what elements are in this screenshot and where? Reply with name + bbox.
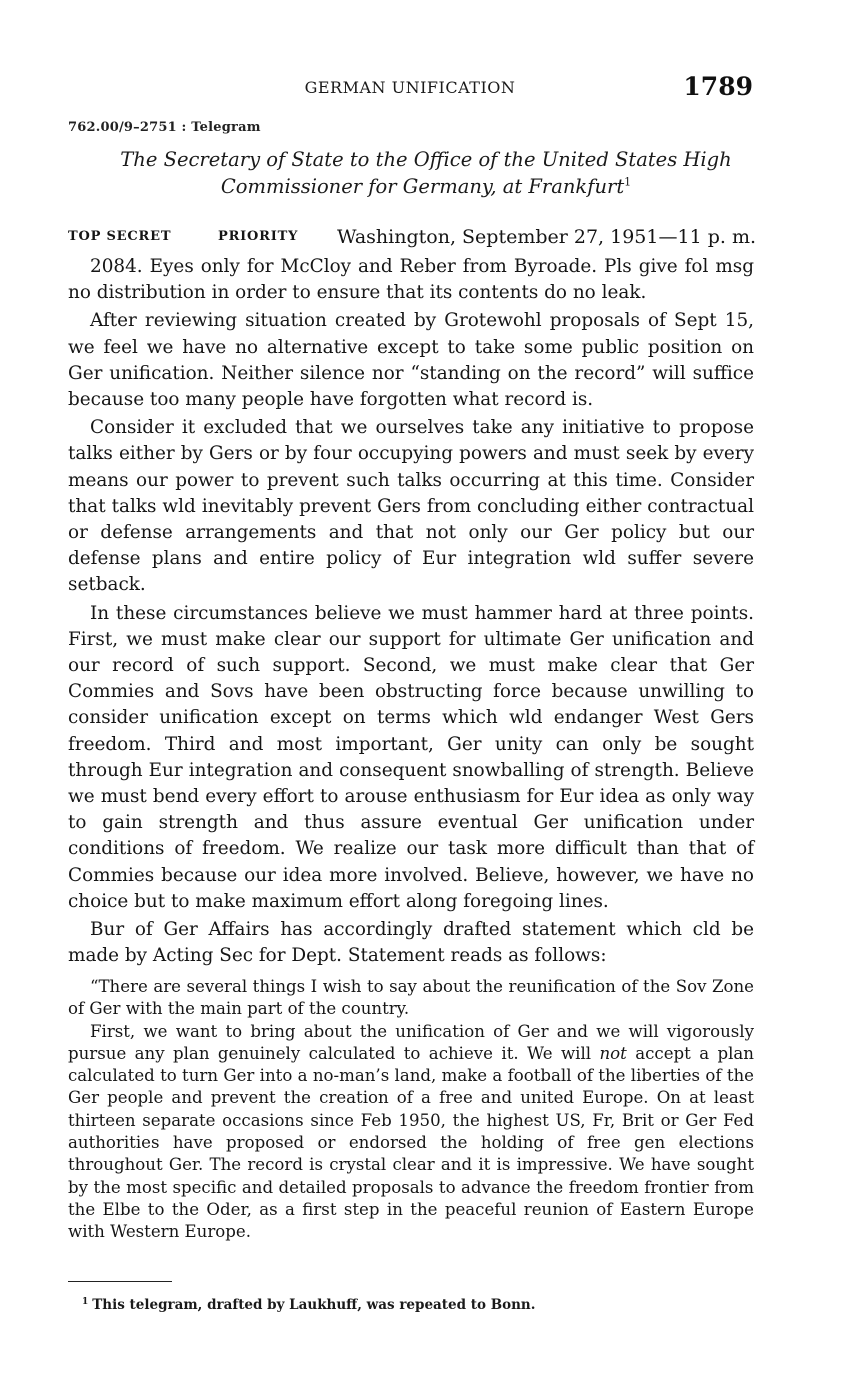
footnote-divider (68, 1281, 172, 1282)
footnote-marker: 1 (82, 1296, 89, 1307)
quote-paragraph-1: “There are several things I wish to say about the reunification of the Sov Zone of Ger with the main part of the country. (68, 977, 754, 1019)
page-number: 1789 (683, 72, 753, 101)
document-title (68, 146, 784, 200)
running-header (0, 72, 861, 106)
title-footnote-marker: 1 (624, 175, 632, 189)
telegram-body (68, 254, 754, 971)
quoted-statement (68, 976, 754, 1244)
body-paragraph: Consider it excluded that we ourselves take any initiative to propose talks either by Gers or by four occupying powers and must seek by every means our power to prevent such talks occurring at this time. Consider that talks wld inevitably prevent Gers from concluding either contractual or defense arrangements and that not only our Ger policy but our defense plans and entire policy of Eur integration wld suffer severe setback. (68, 417, 754, 596)
place-and-date: Washington, September 27, 1951—11 p. m. (336, 226, 756, 248)
priority-label: PRIORITY (218, 229, 299, 244)
title-line-2: Commissioner for Germany, at Frankfurt (220, 175, 625, 198)
title-line-1: The Secretary of State to the Office of the United States High (120, 148, 732, 171)
body-paragraph: 2084. Eyes only for McCloy and Reber from Byroade. Pls give fol msg no distribution in order to ensure that its contents do no leak. (68, 256, 754, 304)
quote-text-rest: accept a plan calculated to turn Ger into a no-man’s land, make a football of the liberties of the Ger people and prevent the creation of a free and united Europe. On at least thirteen separate occasions since Feb 1950, the highest US, Fr, Brit or Ger Fed authorities have proposed or endorsed the holding of free gen elections throughout Ger. The record is crystal clear and it is impressive. We have sought by the most specific and detailed proposals to advance the freedom frontier from the Elbe to the Oder, as a first step in the peaceful reunion of Eastern Europe with Western Europe. (68, 1043, 754, 1242)
emphasis-not: not (599, 1043, 627, 1063)
dateline (68, 226, 756, 250)
body-paragraph: After reviewing situation created by Grotewohl proposals of Sept 15, we feel we have no alternative except to take some public position on Ger unification. Neither silence nor “standing on the record” will suffice because too many people have forgotten what record is. (68, 310, 754, 411)
body-paragraph: In these circumstances believe we must hammer hard at three points. First, we must make clear our support for ultimate Ger unification and our record of such support. Second, we must make clear that Ger Commies and Sovs have been obstructing force because unwilling to consider unification except on terms which wld endanger West Gers freedom. Third and most important, Ger unity can only be sought through Eur integration and consequent snowballing of strength. Believe we must bend every effort to arouse enthusiasm for Eur idea as only way to gain strength and thus assure eventual Ger unification under conditions of freedom. We realize our task more difficult than that of Commies because our idea more involved. Believe, however, we have no choice but to make maximum effort along foregoing lines. (68, 602, 754, 912)
quote-text-start: First, we want to bring about the unification of Ger and we will vigorously pursue any plan genuinely calculated to achieve it. We will (68, 1021, 754, 1063)
file-reference: 762.00/9–2751 : Telegram (68, 120, 261, 135)
title-line-2-wrap (68, 173, 784, 200)
classification-label: TOP SECRET (68, 229, 172, 244)
footnote (82, 1297, 762, 1313)
running-title: GERMAN UNIFICATION (304, 78, 516, 97)
footnote-text: This telegram, drafted by Laukhuff, was repeated to Bonn. (92, 1297, 536, 1313)
body-paragraph: Bur of Ger Affairs has accordingly drafted statement which cld be made by Acting Sec for Dept. Statement reads as follows: (68, 919, 754, 967)
quote-paragraph-2 (68, 1021, 754, 1244)
